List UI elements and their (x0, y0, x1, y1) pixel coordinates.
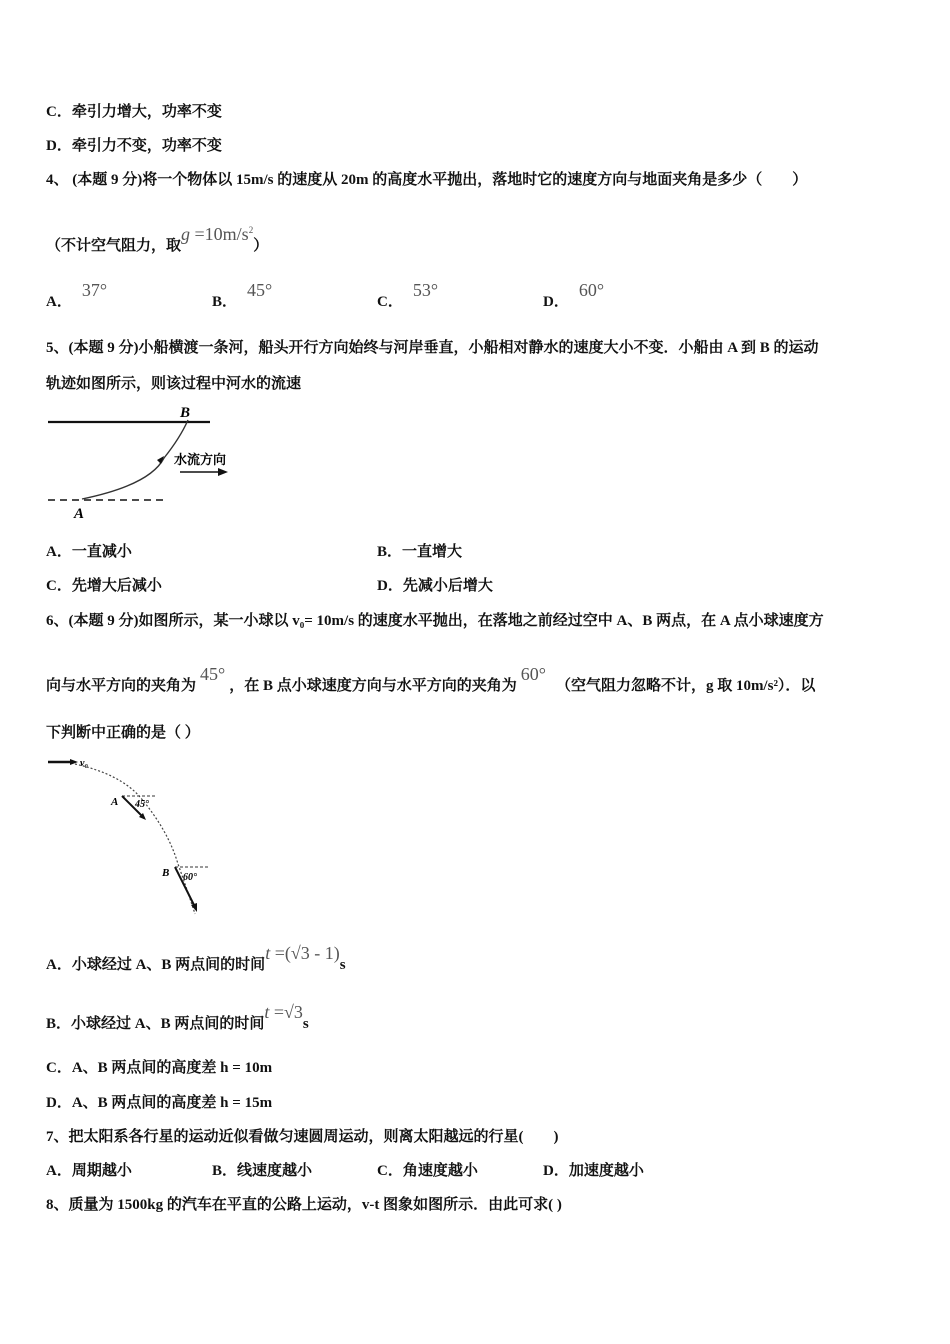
option-label: C． (46, 578, 72, 594)
q8-stem: 8、质量为 1500kg 的汽车在平直的公路上运动，v-t 图象如图所示．由此可求( ) (46, 1197, 562, 1213)
point-a-label: A (111, 796, 119, 808)
option-text: 先增大后减小 (71, 578, 162, 594)
option-label: A． (46, 544, 72, 560)
point-b-label: B (180, 405, 191, 421)
option-text: 先减小后增大 (402, 578, 493, 594)
q5-option-b (377, 542, 462, 562)
formula-expr: =√3 (269, 1002, 303, 1022)
q6-option-b (46, 1002, 309, 1034)
option-label: D． (377, 578, 403, 594)
option-text: A、B 两点间的高度差 h = 10m (71, 1060, 273, 1076)
q6-option-d (46, 1093, 272, 1113)
option-formula (265, 943, 340, 963)
q6-angle-a: 45° (200, 664, 226, 684)
q7-stem: 7、把太阳系各行星的运动近似看做匀速圆周运动，则离太阳越远的行星( ) (46, 1129, 559, 1145)
point-b-angle-label: 60° (183, 872, 197, 883)
q7-option-c (377, 1161, 478, 1181)
boat-trajectory-curve (82, 420, 188, 499)
point-a-label: A (74, 506, 85, 522)
option-value: 37° (81, 280, 108, 300)
option-label: D． (543, 1163, 569, 1179)
option-text: A、B 两点间的高度差 h = 15m (71, 1095, 273, 1111)
q3-option-d: D．牵引力不变，功率不变 (46, 138, 222, 154)
q6-line2-part-b: ，在 B 点小球速度方向与水平方向的夹角为 (229, 678, 517, 694)
option-text: 加速度越小 (568, 1163, 644, 1179)
q4-option-c (377, 280, 439, 312)
q5-option-d (377, 576, 493, 596)
q7-option-b (212, 1161, 312, 1181)
option-text: 小球经过 A、B 两点间的时间 (71, 1016, 265, 1032)
q6-line2-part-c: （空气阻力忽略不计，g 取 10m/s²）．以 (555, 678, 816, 694)
q4-g-sup: 2 (248, 225, 254, 235)
q6-stem-line2 (46, 664, 816, 696)
formula-expr: =(√3 - 1) (270, 943, 340, 963)
option-label: C． (46, 1060, 72, 1076)
q4-note-prefix: （不计空气阻力，取 (46, 238, 182, 254)
option-unit: s (339, 957, 346, 973)
q5-stem-line2: 轨迹如图所示，则该过程中河水的流速 (46, 376, 302, 392)
q5-river-figure (40, 400, 260, 525)
formula-var: t (265, 943, 271, 963)
option-label: A． (46, 294, 72, 310)
q4-stem: 4、 (本题 9 分)将一个物体以 15m/s 的速度从 20m 的高度水平抛出，落地时它的速度方向与地面夹角是多少（ ） (46, 172, 808, 188)
q5-option-c (46, 576, 162, 596)
option-label: B． (377, 544, 403, 560)
water-flow-arrow-icon (218, 468, 228, 476)
point-b-label: B (162, 867, 170, 879)
q5-stem-line1: 5、(本题 9 分)小船横渡一条河，船头开行方向始终与河岸垂直，小船相对静水的速度大小不变．小船由 A 到 B 的运动 (46, 340, 819, 356)
q4-g-eq: =10m/s (190, 224, 249, 244)
q5-option-a (46, 542, 132, 562)
q6-projectile-figure (40, 752, 220, 922)
q4-g-var: g (181, 224, 191, 244)
q6-angle-b: 60° (520, 664, 546, 684)
option-unit: s (302, 1016, 309, 1032)
projectile-trajectory (75, 764, 195, 914)
q7-option-a (46, 1161, 132, 1181)
q4-note-suffix: ） (253, 238, 269, 254)
option-text: 角速度越小 (402, 1163, 478, 1179)
option-label: A． (46, 957, 72, 973)
option-label: A． (46, 1163, 72, 1179)
option-label: C． (377, 1163, 403, 1179)
option-formula (264, 1002, 303, 1022)
option-label: B． (212, 1163, 238, 1179)
q4-option-a (46, 280, 108, 312)
option-text: 线速度越小 (237, 1163, 313, 1179)
q4-option-b (212, 280, 273, 312)
q3-option-c: C．牵引力增大，功率不变 (46, 104, 222, 120)
option-text: 一直减小 (71, 544, 132, 560)
q4-option-d (543, 280, 605, 312)
option-label: D． (543, 294, 569, 310)
v0-label: v₀ (80, 758, 88, 769)
option-text: 一直增大 (402, 544, 463, 560)
option-label: C． (377, 294, 403, 310)
q7-option-d (543, 1161, 644, 1181)
option-label: D． (46, 1095, 72, 1111)
q6-option-a (46, 943, 346, 975)
q4-note (46, 224, 269, 256)
option-label: B． (46, 1016, 72, 1032)
option-value: 60° (578, 280, 605, 300)
q6-stem-line1: 6、(本题 9 分)如图所示，某一小球以 v₀= 10m/s 的速度水平抛出，在落地之前经过空中 A、B 两点，在 A 点小球速度方 (46, 613, 824, 629)
option-value: 53° (412, 280, 439, 300)
option-text: 小球经过 A、B 两点间的时间 (71, 957, 266, 973)
q4-gravity-formula (181, 224, 253, 244)
point-a-angle-label: 45° (135, 799, 149, 810)
option-text: 周期越小 (71, 1163, 132, 1179)
option-label: B． (212, 294, 238, 310)
formula-var: t (264, 1002, 270, 1022)
option-value: 45° (247, 280, 273, 300)
q6-option-c (46, 1058, 272, 1078)
q6-line2-part-a: 向与水平方向的夹角为 (46, 678, 197, 694)
water-flow-label: 水流方向 (174, 452, 227, 467)
q6-stem-line3: 下判断中正确的是（ ） (46, 725, 200, 741)
